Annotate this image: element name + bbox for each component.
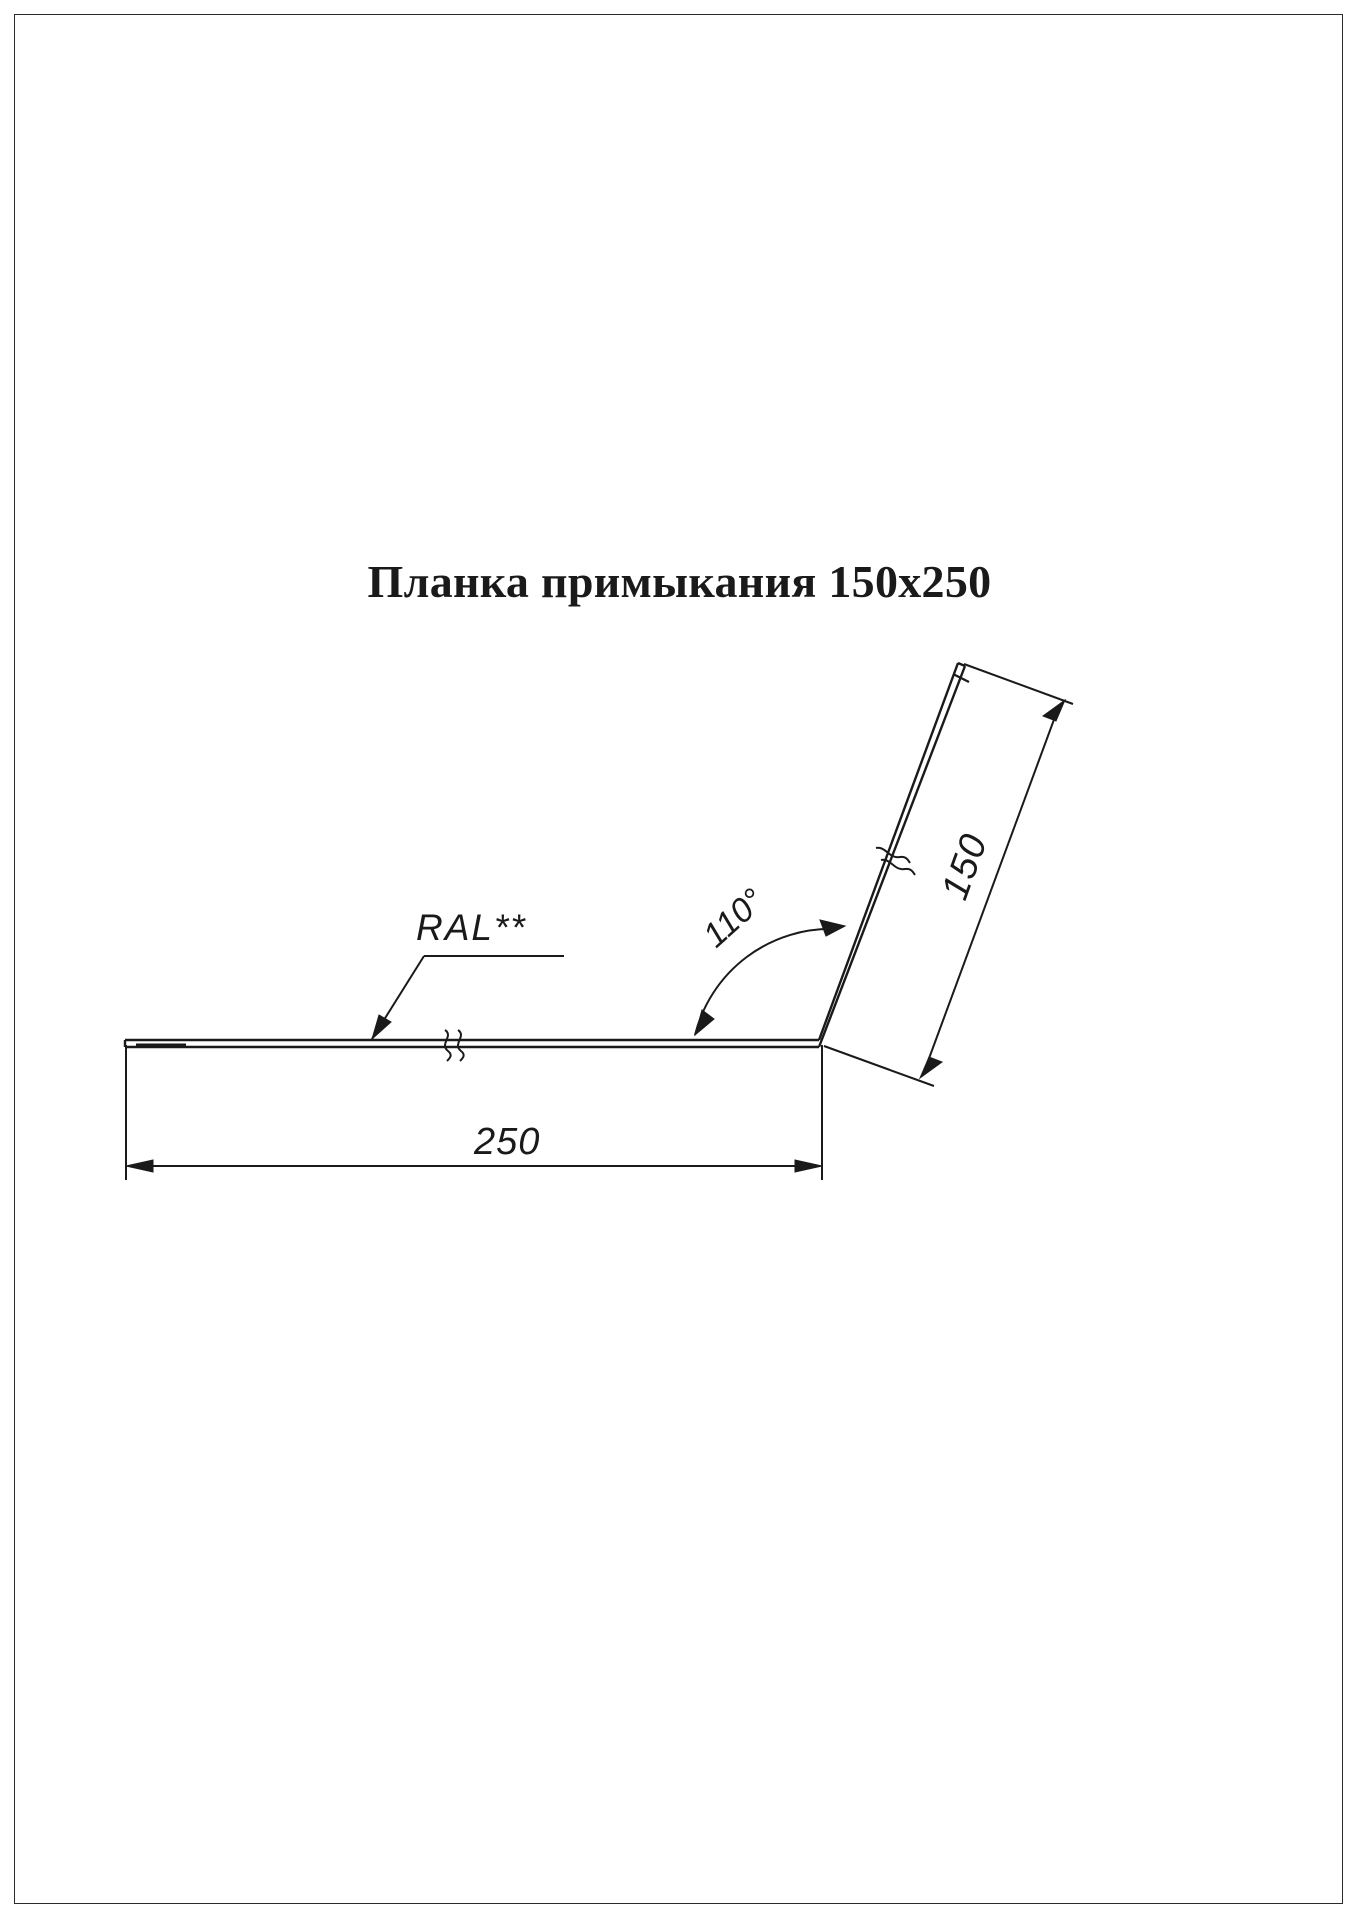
break-horizontal bbox=[445, 1030, 464, 1061]
angle-label: 110° bbox=[695, 881, 772, 955]
profile-outline bbox=[125, 663, 969, 1047]
dimension-250-label: 250 bbox=[474, 1121, 541, 1163]
dimension-150-label: 150 bbox=[933, 828, 997, 906]
technical-drawing bbox=[14, 14, 1343, 1904]
angle-dimension bbox=[695, 881, 845, 1035]
dimension-150 bbox=[824, 664, 1073, 1086]
dimension-250 bbox=[126, 1045, 822, 1180]
ral-label: RAL** bbox=[416, 907, 527, 948]
ral-leader bbox=[372, 907, 564, 1039]
page-title: Планка примыкания 150х250 bbox=[367, 556, 992, 607]
